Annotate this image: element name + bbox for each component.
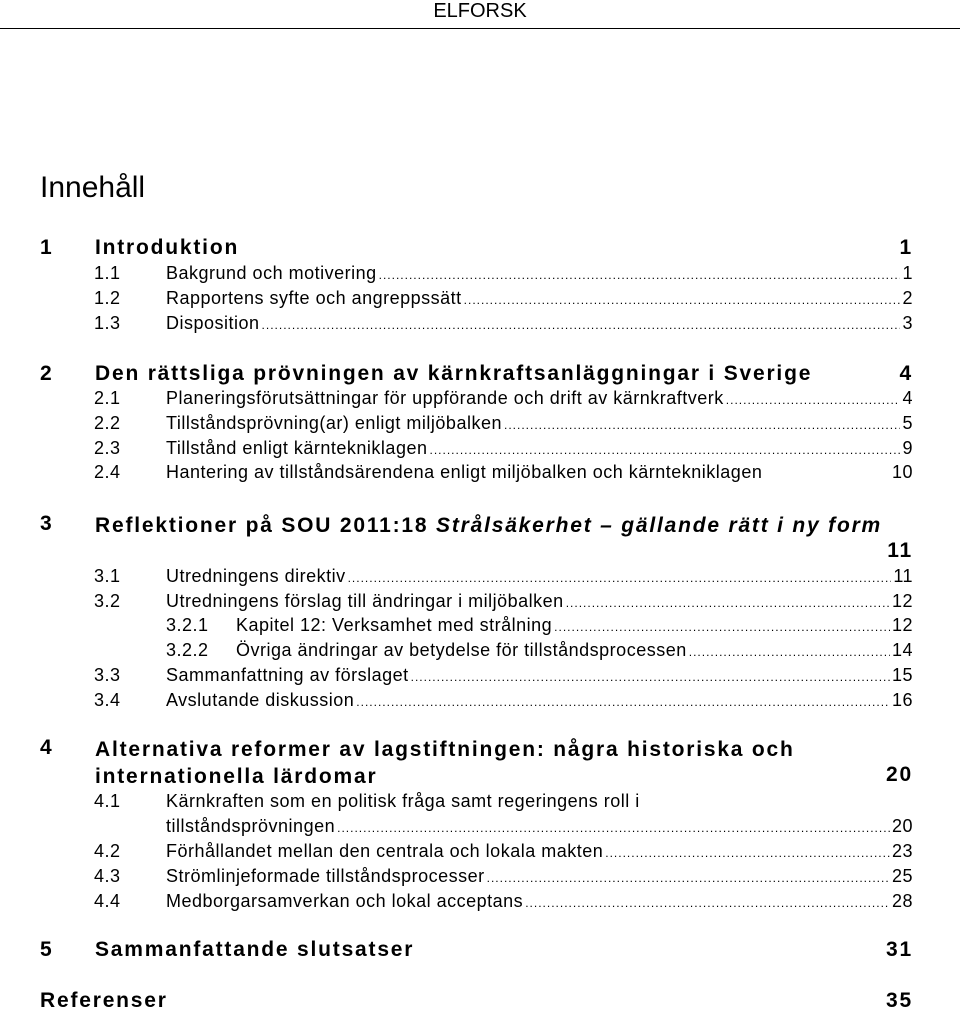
- entry-number: 1.1: [94, 263, 121, 283]
- entry-number: 3.1: [94, 566, 121, 586]
- references-title: Referenser: [40, 989, 168, 1012]
- entry-page: 15: [891, 665, 913, 685]
- chapter-title: Introduktion: [95, 236, 240, 259]
- entry-title: Medborgarsamverkan och lokal acceptans: [166, 891, 524, 911]
- entry-page: 9: [902, 438, 913, 458]
- entry-page: 4: [902, 388, 913, 408]
- entry-page: 20: [891, 816, 913, 836]
- entry-page: 12: [891, 591, 913, 611]
- chapter-page: 4: [899, 362, 913, 385]
- entry-page: 25: [891, 866, 913, 886]
- entry-title: Tillståndsprövning(ar) enligt miljöbalken: [166, 413, 502, 433]
- entry-title: Hantering av tillståndsärendena enligt miljöbalken och kärntekniklagen: [166, 462, 763, 482]
- chapter-number: 2: [40, 362, 54, 385]
- dot-leader: [411, 666, 890, 688]
- entry-number: 3.2: [94, 591, 121, 611]
- entry-page: 28: [891, 891, 913, 911]
- dot-leader: [337, 817, 890, 839]
- chapter-page: 31: [886, 938, 913, 961]
- entry-page: 2: [902, 288, 913, 308]
- entry-title: Tillstånd enligt kärntekniklagen: [166, 438, 428, 458]
- dot-leader: [504, 414, 901, 436]
- chapter-page: 11: [887, 539, 913, 562]
- dot-leader: [348, 567, 892, 589]
- entry-title: Bakgrund och motivering: [166, 263, 377, 283]
- entry-page: 12: [891, 615, 913, 635]
- dot-leader: [356, 691, 890, 713]
- dot-leader: [464, 289, 901, 311]
- chapter-title-part: Reflektioner på SOU 2011:18: [95, 514, 437, 537]
- entry-number: 2.2: [94, 413, 121, 433]
- entry-page: 3: [902, 313, 913, 333]
- dot-leader: [487, 867, 890, 889]
- chapter-number: 5: [40, 938, 54, 961]
- dot-leader: [379, 264, 901, 286]
- chapter-number: 3: [40, 512, 54, 535]
- dot-leader: [566, 592, 890, 614]
- entry-title: Övriga ändringar av betydelse för tillståndsprocessen: [236, 640, 687, 660]
- entry-title: Utredningens direktiv: [166, 566, 346, 586]
- entry-number: 4.4: [94, 891, 121, 911]
- entry-page: 14: [891, 640, 913, 660]
- entry-number: 2.4: [94, 462, 121, 482]
- chapter-title: Alternativa reformer av lagstiftningen: några historiska och internationella lärdomar: [95, 738, 795, 788]
- entry-title: Strömlinjeformade tillståndsprocesser: [166, 866, 485, 886]
- entry-title: Rapportens syfte och angreppssätt: [166, 288, 462, 308]
- entry-title: Kapitel 12: Verksamhet med strålning: [236, 615, 553, 635]
- references-page: 35: [886, 989, 913, 1012]
- dot-leader: [262, 314, 901, 336]
- dot-leader: [689, 641, 890, 663]
- entry-title-line2: tillståndsprövningen: [166, 816, 336, 836]
- entry-number: 1.3: [94, 313, 121, 333]
- entry-page: 16: [891, 690, 913, 710]
- toc-title: Innehåll: [40, 171, 146, 204]
- entry-page: 10: [891, 462, 913, 482]
- chapter-page: 1: [899, 236, 913, 259]
- dot-leader: [726, 389, 901, 411]
- page-header: [0, 0, 960, 29]
- entry-page: 11: [893, 566, 913, 586]
- entry-title: Sammanfattning av förslaget: [166, 665, 409, 685]
- entry-page: 23: [891, 841, 913, 861]
- entry-title: Utredningens förslag till ändringar i miljöbalken: [166, 591, 564, 611]
- entry-number: 1.2: [94, 288, 121, 308]
- header-title: ELFORSK: [433, 0, 527, 22]
- dot-leader: [554, 616, 890, 638]
- entry-title: Förhållandet mellan den centrala och lokala makten: [166, 841, 604, 861]
- entry-number: 3.2.2: [166, 640, 209, 660]
- entry-page: 1: [902, 263, 913, 283]
- entry-number: 3.3: [94, 665, 121, 685]
- entry-number: 3.4: [94, 690, 121, 710]
- entry-number: 2.1: [94, 388, 121, 408]
- chapter-title: Den rättsliga prövningen av kärnkraftsanläggningar i Sverige: [95, 362, 813, 385]
- entry-number: 4.3: [94, 866, 121, 886]
- dot-leader: [429, 439, 900, 461]
- entry-number: 4.1: [94, 791, 121, 811]
- entry-title: Disposition: [166, 313, 260, 333]
- entry-number: 3.2.1: [166, 615, 209, 635]
- chapter-page: 20: [886, 763, 913, 786]
- chapter-number: 4: [40, 736, 54, 759]
- dot-leader: [525, 892, 890, 914]
- dot-leader: [605, 842, 890, 864]
- chapter-title: Sammanfattande slutsatser: [95, 938, 415, 961]
- entry-title-line1: Kärnkraften som en politisk fråga samt regeringens roll i: [166, 791, 640, 811]
- entry-title: Avslutande diskussion: [166, 690, 355, 710]
- entry-page: 5: [902, 413, 913, 433]
- chapter-number: 1: [40, 236, 54, 259]
- entry-title: Planeringsförutsättningar för uppförande och drift av kärnkraftverk: [166, 388, 724, 408]
- chapter-title-italic: Strålsäkerhet – gällande rätt i ny form: [436, 514, 883, 537]
- entry-number: 4.2: [94, 841, 121, 861]
- entry-number: 2.3: [94, 438, 121, 458]
